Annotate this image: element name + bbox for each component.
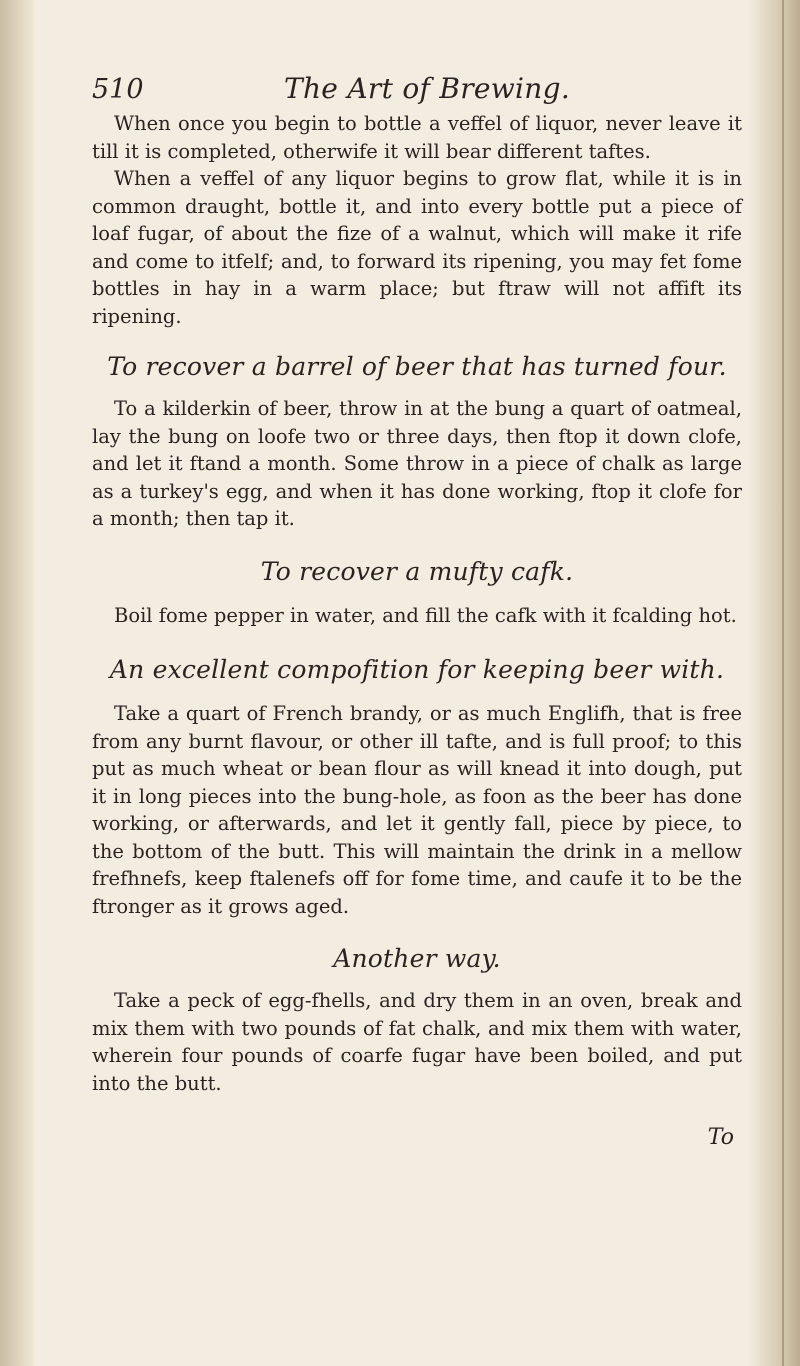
heading-recover-musty-cask: To recover a mufty cafk. bbox=[260, 556, 574, 586]
binding-gutter bbox=[0, 0, 34, 1366]
heading-recover-sour-beer: To recover a barrel of beer that has turned four. bbox=[107, 352, 727, 381]
book-page bbox=[92, 60, 742, 1150]
paragraph-flat-liquor: When a veffel of any liquor begins to grow flat, while it is in common draught, bottle it, and into every bottle put a piece of loaf fugar, of about the fize of a walnut, which will make it rife and come to itfelf; and, to forward its ripening, you may fet fome bottles in hay in a warm place; but ftraw will not affift its ripening. bbox=[92, 167, 742, 328]
catchword: To bbox=[707, 1125, 734, 1150]
running-head bbox=[92, 60, 742, 110]
paragraph-keeping-composition: Take a quart of French brandy, or as much Englifh, that is free from any burnt flavour, or other ill tafte, and is full proof; to this put as much wheat or bean flour as will knead it into dough, put it in long pieces into the bung-hole, as foon as the beer has done working, or afterwards, and let it gently fall, piece by piece, to the bottom of the butt. This will maintain the drink in a mellow frefhnefs, keep ftalenefs off for fome time, and caufe it to be the ftronger as it grows aged. bbox=[92, 702, 742, 918]
running-title: The Art of Brewing. bbox=[284, 72, 571, 105]
page-edge-line bbox=[782, 0, 784, 1366]
paragraph-recover-musty-cask: Boil fome pepper in water, and fill the cafk with it fcalding hot. bbox=[114, 603, 737, 627]
heading-another-way: Another way. bbox=[333, 944, 501, 973]
page-edge-shadow bbox=[748, 0, 800, 1366]
paragraph-another-way: Take a peck of egg-fhells, and dry them in an oven, break and mix them with two pounds of fat chalk, and mix them with water, wherein four pounds of coarfe fugar have been boiled, and put into the butt. bbox=[92, 989, 742, 1095]
paragraph-bottling-vessel: When once you begin to bottle a veffel of liquor, never leave it till it is completed, otherwife it will bear different taftes. bbox=[92, 112, 742, 163]
paragraph-recover-sour-beer: To a kilderkin of beer, throw in at the bung a quart of oatmeal, lay the bung on loofe two or three days, then ftop it down clofe, and let it ftand a month. Some throw in a piece of chalk as large as a turkey's egg, and when it has done working, ftop it clofe for a month; then tap it. bbox=[92, 397, 742, 530]
heading-keeping-composition: An excellent compofition for keeping beer with. bbox=[109, 655, 725, 684]
page-number: 510 bbox=[92, 74, 144, 105]
